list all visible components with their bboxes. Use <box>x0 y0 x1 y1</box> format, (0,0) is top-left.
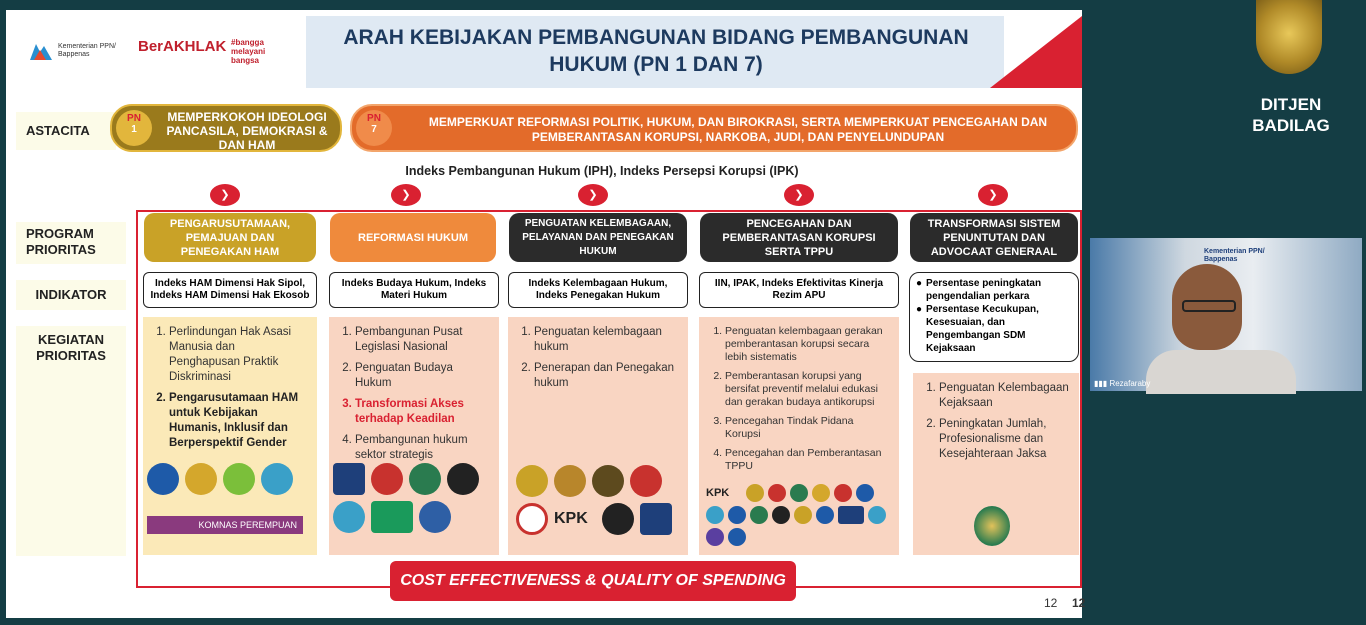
col1-item: 2. Pengarusutamaan HAM untuk Kebijakan Humanis, Inklusif dan Berperspektif Gender <box>169 391 307 451</box>
kemenkumham-logo <box>333 463 365 495</box>
participant-video-tile[interactable] <box>1090 238 1362 391</box>
kpk-logo: KPK <box>554 510 588 527</box>
dpr-logo <box>185 463 217 495</box>
institution-logo <box>834 484 852 502</box>
col4-item: 4. Pencegahan dan Pemberantasan TPPU <box>725 447 889 473</box>
institution-logo <box>856 484 874 502</box>
bangga-label: #bangga melayani bangsa <box>231 38 266 65</box>
bappenas-label: Kementerian PPN/ Bappenas <box>58 43 116 58</box>
kemenkumham-logo <box>640 503 672 535</box>
cost-effectiveness-banner: COST EFFECTIVENESS & QUALITY OF SPENDING <box>390 561 796 601</box>
kementerian-logo <box>419 501 451 533</box>
presentation-slide <box>6 10 1086 618</box>
col5-indikator <box>909 272 1079 362</box>
col5-head: TRANSFORMASI SISTEM PENUNTUTAN DAN ADVOCAAT GENERAAL <box>910 213 1078 262</box>
bphn-logo <box>371 463 403 495</box>
col3-indikator: Indeks Kelembagaan Hukum, Indeks Penegakan Hukum <box>508 272 688 308</box>
chevron-down-icon: ❯ <box>784 184 814 206</box>
col5-item: 1. Penguatan Kelembagaan Kejaksaan <box>939 381 1069 411</box>
col4-head: PENCEGAHAN DAN PEMBERANTASAN KORUPSI SERTA TPPU <box>700 213 898 262</box>
col2-item: 2. Penguatan Budaya Hukum <box>355 361 489 391</box>
pn7-badge-num: 7 <box>371 124 377 135</box>
participant-name-label <box>1094 379 1150 388</box>
col2-head: REFORMASI HUKUM <box>330 213 496 262</box>
logo-berakhlak: BerAKHLAK <box>138 38 227 55</box>
institution-logo <box>794 506 812 524</box>
institution-logo <box>728 528 746 546</box>
row-label-kegiatan: KEGIATAN PRIORITAS <box>16 326 126 556</box>
indeks-text: Indeks Pembangunan Hukum (IPH), Indeks Persepsi Korupsi (IPK) <box>405 164 799 178</box>
ditjen-badilag-title: DITJEN BADILAG <box>1252 95 1330 135</box>
page-number-overlay: 12 <box>1072 596 1086 610</box>
col2-indikator: Indeks Budaya Hukum, Indeks Materi Hukum <box>329 272 499 308</box>
badilag-seal-logo <box>1256 0 1322 74</box>
kemenkopukm-logo <box>371 501 413 533</box>
institution-logo <box>728 506 746 524</box>
chevron-down-icon: ❯ <box>978 184 1008 206</box>
institution-logo <box>772 506 790 524</box>
col3-head: PENGUATAN KELEMBAGAAN, PELAYANAN DAN PENEGAKAN HUKUM <box>509 213 687 262</box>
kejaksaan-logo <box>974 506 1010 546</box>
institution-logo <box>750 506 768 524</box>
col4-logos <box>706 484 894 546</box>
participant-shirt <box>1146 350 1296 394</box>
institution-logo <box>706 528 724 546</box>
polri-logo <box>630 465 662 497</box>
col4-item: 1. Penguatan kelembagaan gerakan pemberantasan korupsi secara lebih sistematis <box>725 325 889 364</box>
pn1-badge-label: PN <box>127 113 141 124</box>
row-label-indikator: INDIKATOR <box>16 280 126 310</box>
institution-logo <box>768 484 786 502</box>
slide-title: ARAH KEBIJAKAN PEMBANGUNAN BIDANG PEMBANGUNAN HUKUM (PN 1 DAN 7) <box>343 26 969 76</box>
bpn-logo <box>409 463 441 495</box>
col3-logos <box>516 465 684 535</box>
garuda-logo <box>554 465 586 497</box>
col2-logos <box>333 463 493 533</box>
institution-logo <box>706 506 724 524</box>
komnas-perempuan-logo: KOMNAS PEREMPUAN <box>147 516 303 534</box>
bnpt-logo <box>602 503 634 535</box>
col5-indikator-bullet: ● Persentase Kecukupan, Kesesuaian, dan Pengembangan SDM Kejaksaan <box>916 303 1072 355</box>
komnas-ham-logo <box>147 463 179 495</box>
col4-item: 2. Pemberantasan korupsi yang bersifat preventif melalui edukasi dan gerakan budaya antikorupsi <box>725 370 889 409</box>
pn7-badge <box>356 110 392 146</box>
logo-bappenas <box>28 40 126 62</box>
logo-bangga <box>231 38 283 65</box>
tvri-logo <box>838 506 864 524</box>
col3-item: 2. Penerapan dan Penegakan hukum <box>534 361 678 391</box>
bappenas-icon <box>28 40 54 62</box>
pn1-pill <box>110 104 342 152</box>
col1-indikator: Indeks HAM Dimensi Hak Sipol, Indeks HAM Dimensi Hak Ekosob <box>143 272 317 308</box>
kpai-logo <box>261 463 293 495</box>
col5-indikator-1: Persentase peningkatan pengendalian perkara <box>926 278 1042 302</box>
institution-logo <box>816 506 834 524</box>
pn1-text: MEMPERKOKOH IDEOLOGI PANCASILA, DEMOKRASI & DAN HAM <box>166 110 328 152</box>
pn7-badge-label: PN <box>367 113 381 124</box>
pn7-text: MEMPERKUAT REFORMASI POLITIK, HUKUM, DAN BIROKRASI, SERTA MEMPERKUAT PENCEGAHAN DAN PEMBERANTASAN KORUPSI, NARKOBA, JUDI, DAN PENYELUNDUPAN <box>428 115 1048 144</box>
mahkamah-agung-logo <box>516 465 548 497</box>
col5-indikator-2: Persentase Kecukupan, Kesesuaian, dan Pengembangan SDM Kejaksaan <box>926 304 1039 354</box>
institution-logo <box>746 484 764 502</box>
participant-name: Rezafaraby <box>1109 379 1151 388</box>
col5-indikator-bullet: ● Persentase peningkatan pengendalian perkara <box>916 277 1072 303</box>
kemenpppa-logo <box>333 501 365 533</box>
col4-item: 3. Pencegahan Tindak Pidana Korupsi <box>725 415 889 441</box>
col2-item: 4. Pembangunan hukum sektor strategis <box>355 433 489 463</box>
col1-head: PENGARUSUTAMAAN, PEMAJUAN DAN PENEGAKAN HAM <box>144 213 316 262</box>
chevron-down-icon: ❯ <box>578 184 608 206</box>
chevron-down-icon: ❯ <box>391 184 421 206</box>
participant-glasses <box>1182 300 1236 312</box>
kejaksaan-logo <box>592 465 624 497</box>
kpk-logo: KPK <box>706 487 730 499</box>
chevron-down-icon: ❯ <box>210 184 240 206</box>
kemenpppa-logo <box>223 463 255 495</box>
col3-item: 1. Penguatan kelembagaan hukum <box>534 325 678 355</box>
institution-logo <box>790 484 808 502</box>
bnn-logo <box>516 503 548 535</box>
pn1-badge-num: 1 <box>131 124 137 135</box>
page-number: 12 <box>1044 596 1058 610</box>
institution-logo <box>868 506 886 524</box>
col5-item: 2. Peningkatan Jumlah, Profesionalisme dan Kesejahteraan Jaksa <box>939 417 1069 462</box>
col1-item: 1. Perlindungan Hak Asasi Manusia dan Penghapusan Praktik Diskriminasi <box>169 325 307 385</box>
kejaksaan-logo <box>447 463 479 495</box>
col2-item: 3. Transformasi Akses terhadap Keadilan <box>355 397 489 427</box>
institution-logo <box>812 484 830 502</box>
signal-icon: ▮▮▮ <box>1094 379 1110 388</box>
col4-indikator: IIN, IPAK, Indeks Efektivitas Kinerja Rezim APU <box>699 272 899 308</box>
pn1-badge <box>116 110 152 146</box>
row-label-astacita: ASTACITA <box>16 112 116 150</box>
col2-item: 1. Pembangunan Pusat Legislasi Nasional <box>355 325 489 355</box>
col1-logos <box>147 463 313 495</box>
video-bappenas-logo: Kementerian PPN/ Bappenas <box>1204 248 1265 263</box>
row-label-program: PROGRAM PRIORITAS <box>16 222 126 264</box>
pn7-pill <box>350 104 1078 152</box>
